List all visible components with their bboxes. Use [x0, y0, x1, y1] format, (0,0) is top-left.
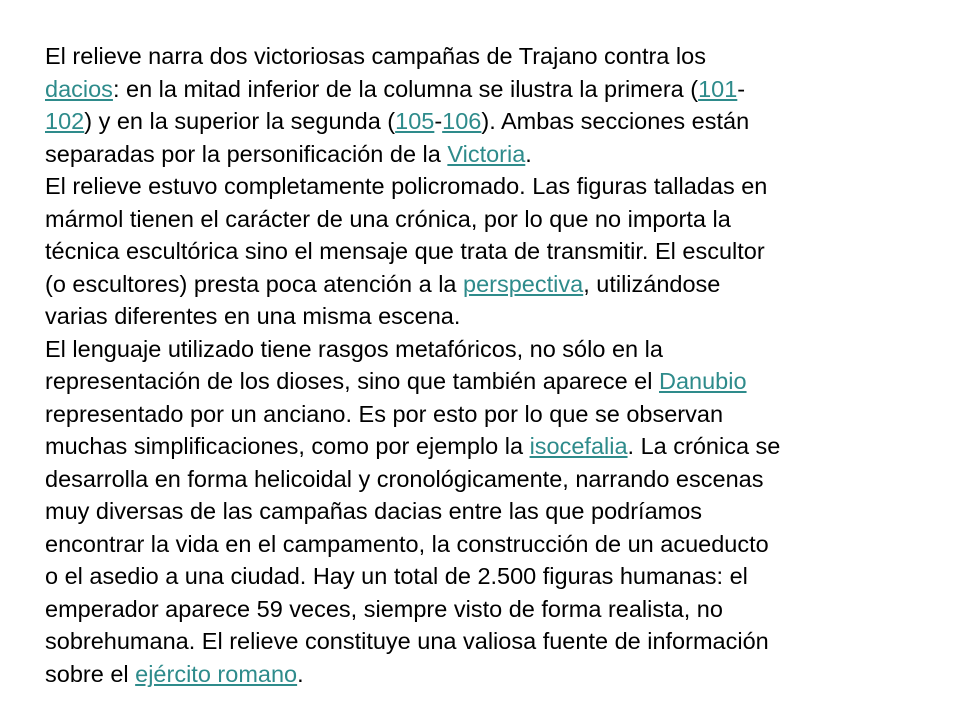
link-victoria[interactable]: Victoria [447, 140, 526, 167]
text-segment: El lenguaje utilizado tiene rasgos metafóricos, no sólo en la representación de los dioses, sino que también aparece el [45, 335, 663, 394]
text-segment: El relieve narra dos victoriosas campañas de Trajano contra los [45, 43, 706, 69]
text-segment: ) y en la superior la segunda ( [84, 108, 396, 134]
text-segment: . La crónica se desarrolla en forma helicoidal y cronológicamente, narrando escenas muy diversas de las campañas dacias entre las que podríamos encontrar la vida en el campamento, la construcción de un acueducto o el asedio a una ciudad. Hay un total de 2.500 figuras humanas: el emperador aparece 59 veces, siempre visto de forma realista, no sobrehumana. El relieve constituye una valiosa fuente de información sobre el [45, 433, 781, 687]
text-segment: . [297, 660, 304, 687]
text-segment: : en la mitad inferior de la columna se ilustra la primera ( [112, 75, 699, 102]
text-segment: . [525, 140, 532, 167]
paragraph-language [45, 333, 925, 691]
document-body [45, 40, 925, 690]
text-segment: - [434, 108, 443, 134]
link-106[interactable]: 106 [442, 108, 482, 134]
link-ejercito-romano[interactable]: ejército romano [135, 660, 298, 687]
text-segment: representado por un anciano. Es por esto por lo que se observan muchas simplificaciones, como por ejemplo la [45, 400, 724, 459]
text-segment: El relieve estuvo completamente policromado. Las figuras talladas en mármol tienen el carácter de una crónica, por lo que no importa la técnica escultórica sino el mensaje que trata de transmitir. El escultor (o escultores) presta poca atención a la [45, 173, 768, 297]
text-segment: - [737, 75, 746, 102]
text-segment: , utilizándose varias diferentes en una misma escena. [45, 270, 721, 329]
link-101[interactable]: 101 [698, 75, 738, 102]
link-isocefalia[interactable]: isocefalia [529, 433, 628, 459]
link-102[interactable]: 102 [45, 108, 85, 134]
link-105[interactable]: 105 [395, 108, 435, 134]
link-dacios[interactable]: dacios [45, 75, 113, 102]
paragraph-polychrome [45, 170, 925, 333]
text-segment: ). Ambas secciones están separadas por la personificación de la [45, 108, 750, 167]
link-perspectiva[interactable]: perspectiva [463, 270, 584, 297]
link-danubio[interactable]: Danubio [659, 368, 747, 394]
paragraph-campaigns [45, 40, 925, 170]
